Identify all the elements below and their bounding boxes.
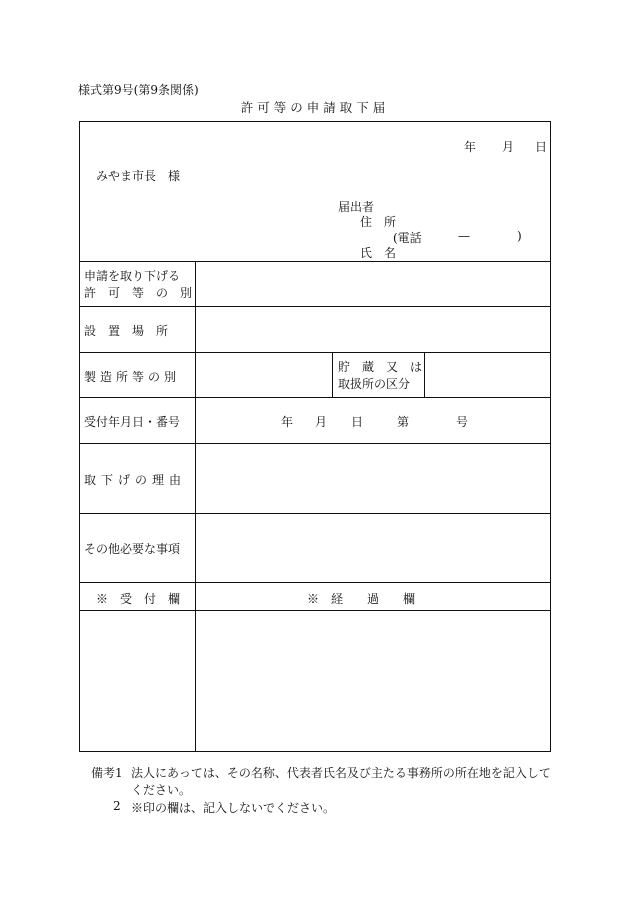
storage-label-1: 貯 蔵 又 は — [338, 360, 423, 374]
phone-open: (電話 — [393, 231, 422, 245]
divider — [195, 261, 196, 752]
date-day: 日 — [535, 140, 548, 154]
location-label: 設 置 場 所 — [84, 324, 169, 338]
note-1-label: 備考1 — [91, 766, 123, 780]
form-title: 許可等の申請取下届 — [240, 100, 390, 115]
receipt-month: 月 — [315, 415, 328, 429]
divider — [424, 352, 425, 397]
permit-type-label-1: 申請を取り下げる — [84, 269, 181, 283]
reason-label: 取下げの理由 — [84, 473, 187, 487]
storage-label-2: 取扱所の区分 — [338, 377, 411, 391]
progress-column-label: ※ 経 過 欄 — [307, 592, 416, 606]
receipt-day: 日 — [351, 415, 364, 429]
divider — [79, 610, 551, 611]
divider — [79, 513, 551, 514]
address-label: 住 所 — [360, 215, 397, 229]
receipt-date-label: 受付年月日・番号 — [84, 415, 181, 429]
divider — [79, 443, 551, 444]
receipt-number-suffix: 号 — [456, 415, 469, 429]
phone-close: ) — [517, 229, 522, 243]
divider — [79, 261, 551, 262]
divider — [79, 397, 551, 398]
phone-dash: — — [458, 229, 470, 243]
notifier-label: 届出者 — [338, 200, 375, 214]
form-number: 様式第9号(第9条関係) — [78, 83, 199, 97]
divider — [79, 582, 551, 583]
divider — [332, 352, 333, 397]
note-1-continued: ください。 — [131, 783, 192, 797]
note-2-label: 2 — [113, 799, 121, 813]
other-label: その他必要な事項 — [84, 542, 181, 556]
note-1-text: 法人にあっては、その名称、代表者氏名及び主たる事務所の所在地を記入して — [131, 766, 551, 780]
divider — [79, 352, 551, 353]
receipt-year: 年 — [281, 415, 294, 429]
facility-type-label: 製造所等の別 — [84, 370, 181, 384]
permit-type-label-2: 許 可 等 の 別 — [84, 286, 193, 300]
date-year: 年 — [464, 140, 477, 154]
reception-column-label: ※ 受 付 欄 — [96, 592, 181, 606]
divider — [79, 306, 551, 307]
form-frame — [79, 121, 551, 752]
name-label: 氏 名 — [360, 246, 397, 260]
addressee: みやま市長 様 — [96, 169, 181, 183]
date-month: 月 — [502, 140, 515, 154]
note-2-text: ※印の欄は、記入しないでください。 — [131, 801, 336, 815]
receipt-number-prefix: 第 — [397, 415, 410, 429]
